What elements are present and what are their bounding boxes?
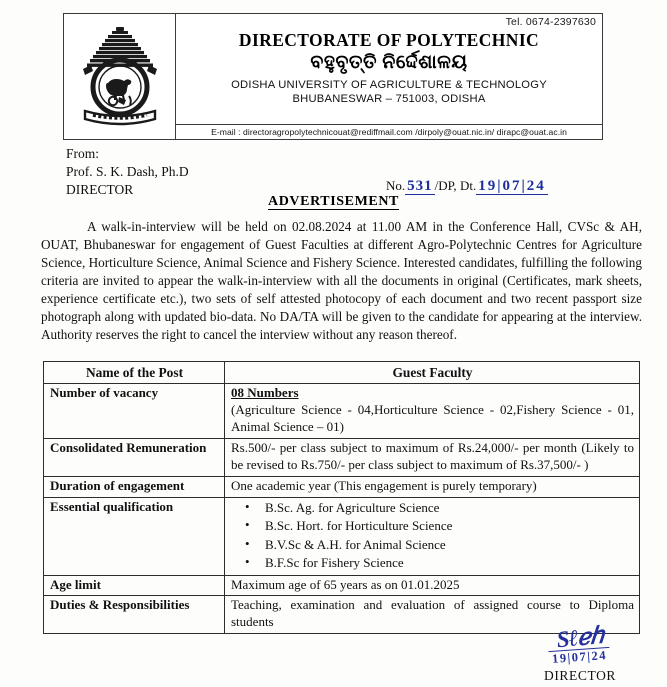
criteria-table (43, 361, 640, 634)
row-label-duties: Duties & Responsibilities (44, 596, 225, 634)
table-row (44, 497, 640, 575)
telephone-number: Tel. 0674-2397630 (505, 16, 596, 28)
list-item: • B.F.Sc for Fishery Science (265, 554, 634, 572)
table-row (44, 439, 640, 477)
advertisement-heading: ADVERTISEMENT (268, 194, 399, 209)
list-item: • B.V.Sc & A.H. for Animal Science (265, 536, 634, 554)
list-item: • B.Sc. Ag. for Agriculture Science (265, 499, 634, 517)
reference-no-value: 531 (407, 178, 433, 194)
table-header-faculty: Guest Faculty (225, 362, 640, 384)
row-label-remuneration: Consolidated Remuneration (44, 439, 225, 477)
letterhead-text-cell (176, 14, 602, 139)
handwritten-signature: Sℓℯℎ (555, 622, 605, 653)
row-value-vacancy (225, 384, 640, 439)
page-title (0, 194, 667, 210)
reference-no-prefix: No. (386, 178, 406, 193)
reference-date-value: 19|07|24 (478, 178, 546, 194)
table-row (44, 384, 640, 439)
signature-designation: DIRECTOR (543, 667, 617, 683)
sender-designation: DIRECTOR (66, 181, 134, 197)
university-emblem-icon (77, 25, 163, 129)
row-value-remuneration: Rs.500/- per class subject to maximum of Rs.24,000/- per month (Likely to be revised to Rs.750/- per class subject to maximum of Rs.37,500/- ) (225, 439, 640, 477)
reference-line (386, 178, 548, 195)
emblem-cell (64, 14, 176, 139)
row-value-duties: Teaching, examination and evaluation of assigned course to Diploma students (225, 596, 640, 634)
row-value-qualification (225, 497, 640, 575)
from-label: From: (66, 146, 100, 161)
row-value-duration: One academic year (This engagement is purely temporary) (225, 476, 640, 497)
organization-name-english: DIRECTORATE OF POLYTECHNIC (238, 30, 540, 50)
organization-name-odia: ବହୁବୃତ୍ତି ନିର୍ଦ୍ଦେଶାଳୟ (310, 52, 468, 73)
signature-block (520, 622, 640, 684)
reference-date-prefix: Dt. (459, 178, 477, 193)
row-label-qualification: Essential qualification (44, 497, 225, 575)
table-header-row (44, 362, 640, 384)
signature-date: 19|07|24 (549, 646, 611, 666)
row-value-age-limit: Maximum age of 65 years as on 01.01.2025 (225, 575, 640, 596)
reference-no-suffix: /DP, (434, 178, 457, 193)
table-header-post: Name of the Post (44, 362, 225, 384)
qualification-list (231, 499, 634, 573)
advertisement-body-paragraph: A walk-in-interview will be held on 02.08.2024 at 11.00 AM in the Conference Hall, CVSc & AH, OUAT, Bhubaneswar for engagement of Guest Faculties at different Agro-Polytechnic Centres for Agriculture Science, Horticulture Science, Animal Science and Fishery Science. Interested candidates, fulfilling the following criteria are invited to appear the walk-in-interview with all the documents in original (Certificates, mark sheets, experience certificate etc.), two sets of self attested photocopy of each document and two recent passport size photograph along with updated bio-data. No DA/TA will be given to the candidate for appearing at the interview. Authority reserves the right to cancel the interview without any reason thereof. (41, 219, 642, 343)
list-item: • B.Sc. Hort. for Horticulture Science (265, 517, 634, 535)
from-block (66, 145, 189, 199)
row-label-duration: Duration of engagement (44, 476, 225, 497)
sender-name: Prof. S. K. Dash, Ph.D (66, 163, 189, 179)
table-row (44, 575, 640, 596)
vacancy-breakdown: (Agriculture Science - 04,Horticulture Science - 02,Fishery Science - 01, Animal Science – 01) (231, 402, 634, 435)
vacancy-count: 08 Numbers (231, 385, 299, 401)
row-label-vacancy: Number of vacancy (44, 384, 225, 439)
letterhead-box (63, 13, 603, 140)
email-addresses: E-mail : directoragropolytechnicouat@rediffmail.com /dirpoly@ouat.nic.in/ dirapc@ouat.ac.in (176, 124, 602, 139)
university-name: ODISHA UNIVERSITY OF AGRICULTURE & TECHNOLOGY (231, 78, 547, 91)
university-city-line: BHUBANESWAR – 751003, ODISHA (292, 92, 486, 105)
table-row (44, 476, 640, 497)
row-label-age-limit: Age limit (44, 575, 225, 596)
